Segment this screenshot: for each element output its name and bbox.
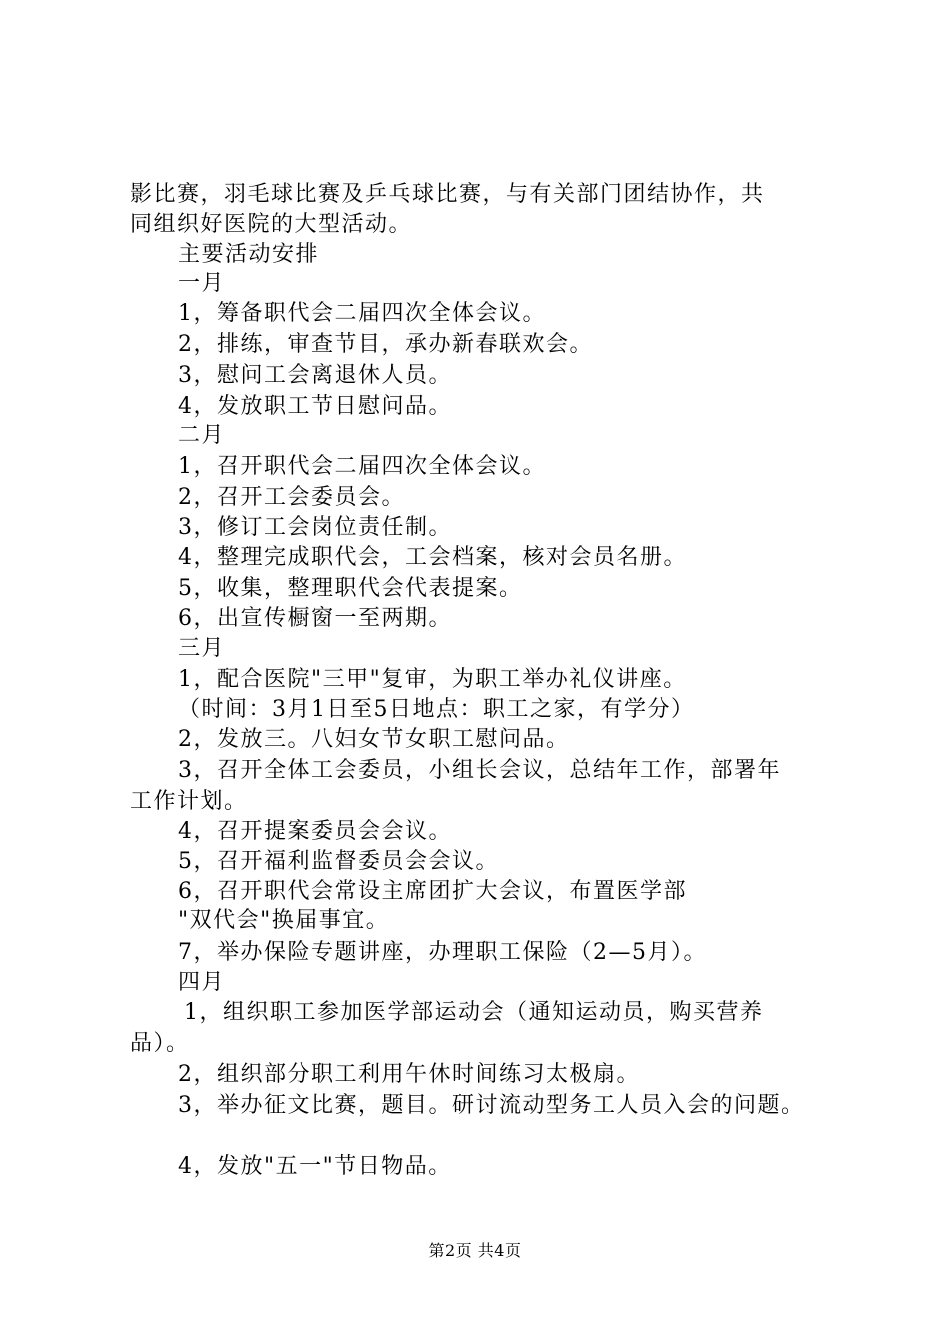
text-line: 影比赛，羽毛球比赛及乒乓球比赛，与有关部门团结协作，共 [130, 182, 765, 207]
text-line: "双代会"换届事宜。 [178, 908, 390, 933]
text-line: 3，召开全体工会委员，小组长会议，总结年工作，部署年 [178, 758, 781, 783]
text-line: 3，慰问工会离退休人员。 [178, 363, 452, 388]
text-line: 同组织好医院的大型活动。 [130, 212, 413, 237]
text-line: 1，配合医院"三甲"复审，为职工举办礼仪讲座。 [178, 667, 687, 692]
text-line: 7，举办保险专题讲座，办理职工保险（2—5月）。 [178, 940, 707, 965]
month-heading: 三月 [178, 636, 226, 661]
text-line: 6，出宣传橱窗一至两期。 [178, 606, 452, 631]
text-line: 5，收集，整理职代会代表提案。 [178, 576, 523, 601]
text-line: （时间：3月1日至5日地点：职工之家，有学分） [178, 697, 695, 722]
text-line: 2，组织部分职工利用午休时间练习太极扇。 [178, 1062, 640, 1087]
month-heading: 一月 [178, 271, 226, 296]
text-line: 品）。 [130, 1031, 190, 1056]
text-line: 2，排练，审查节目，承办新春联欢会。 [178, 332, 593, 357]
text-line: 6，召开职代会常设主席团扩大会议，布置医学部 [178, 879, 687, 904]
text-line: 4，召开提案委员会会议。 [178, 819, 452, 844]
text-line: 1，召开职代会二届四次全体会议。 [178, 454, 546, 479]
text-line: 1，筹备职代会二届四次全体会议。 [178, 301, 546, 326]
text-line: 4，发放职工节日慰问品。 [178, 394, 452, 419]
text-line: 工作计划。 [130, 789, 248, 814]
month-heading: 四月 [178, 970, 226, 995]
section-heading: 主要活动安排 [178, 242, 320, 267]
text-line: 3，举办征文比赛，题目。研讨流动型务工人员入会的问题。 [178, 1093, 805, 1118]
text-line: 1，组织职工参加医学部运动会（通知运动员，购买营养 [184, 1000, 764, 1025]
text-line: 2，召开工会委员会。 [178, 485, 405, 510]
text-line: 2，发放三。八妇女节女职工慰问品。 [178, 727, 570, 752]
text-line: 4，整理完成职代会，工会档案，核对会员名册。 [178, 545, 687, 570]
page-footer: 第2页 共4页 [428, 1241, 522, 1260]
text-line: 4，发放"五一"节日物品。 [178, 1154, 452, 1179]
month-heading: 二月 [178, 423, 226, 448]
text-line: 3，修订工会岗位责任制。 [178, 515, 452, 540]
text-line: 5，召开福利监督委员会会议。 [178, 849, 499, 874]
